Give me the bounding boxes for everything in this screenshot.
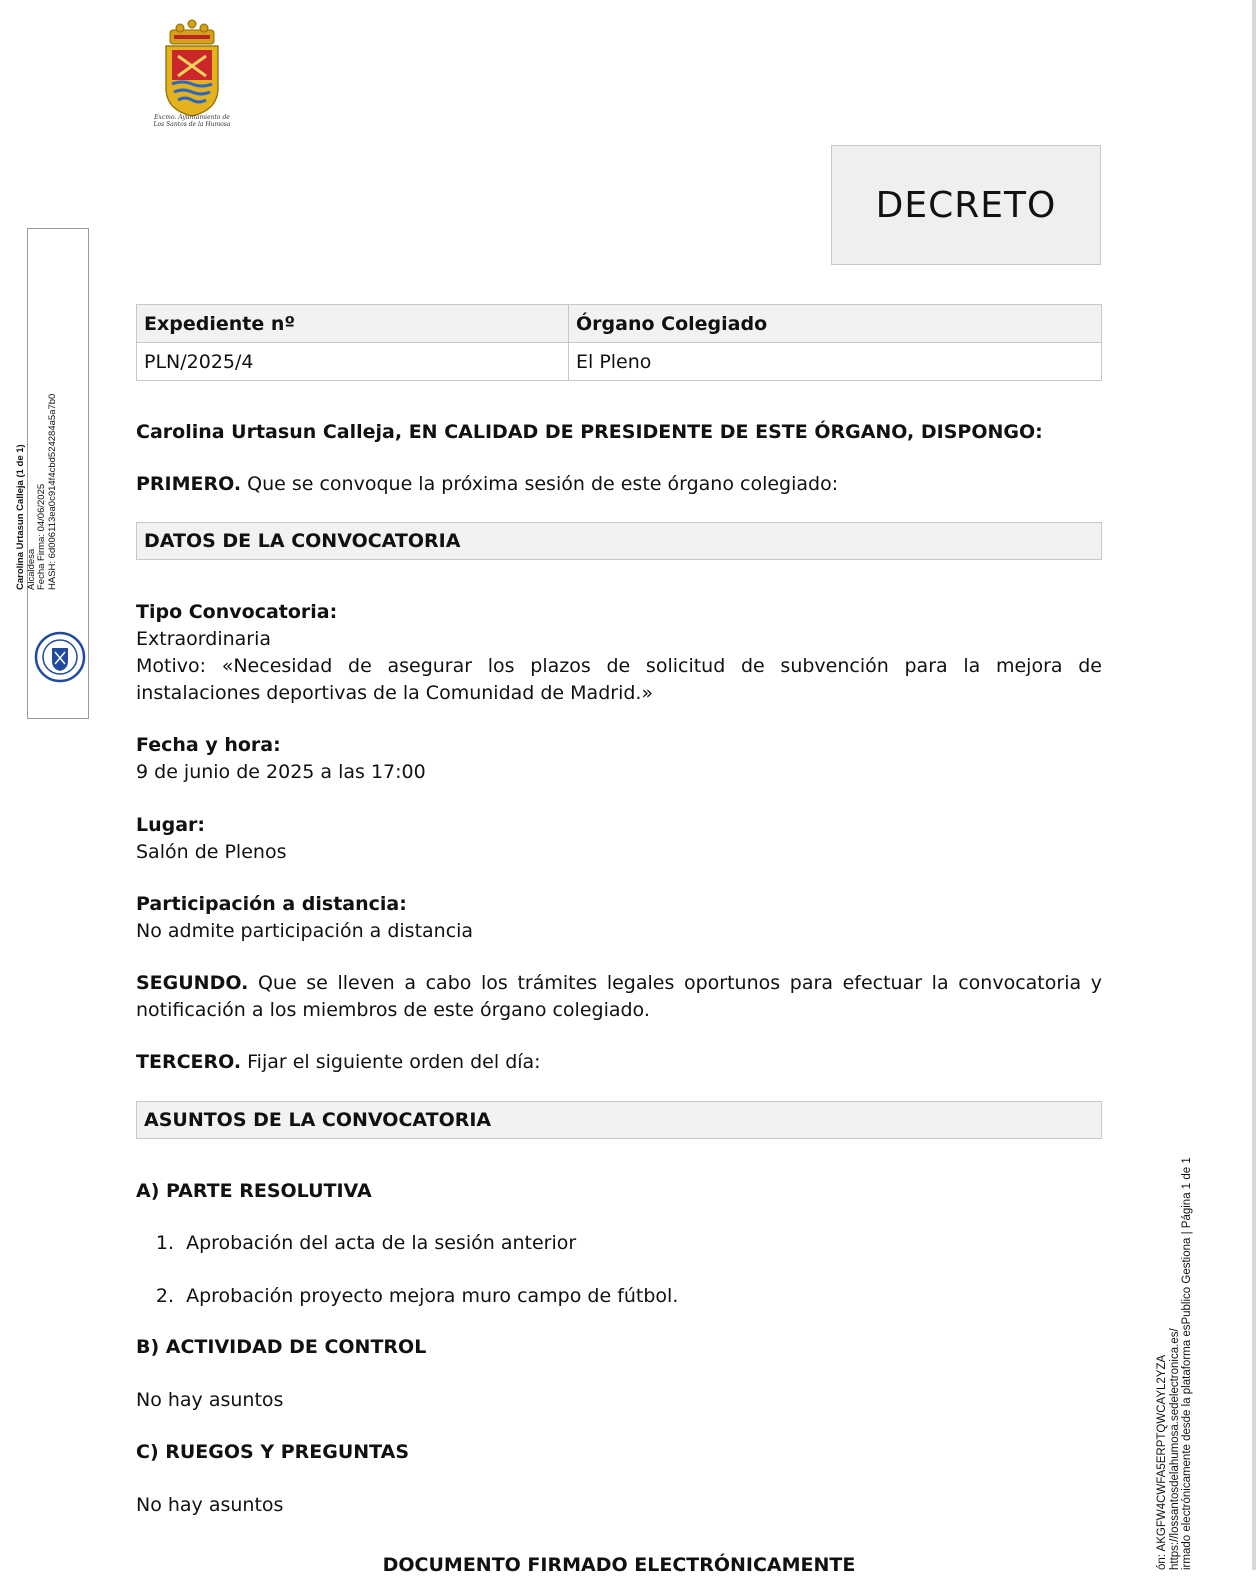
verification-url: https://lossantosdelahumosa.sedelectronica.es/ bbox=[1168, 1328, 1181, 1570]
fecha-value: 9 de junio de 2025 a las 17:00 bbox=[136, 761, 426, 783]
tipo-value: Extraordinaria bbox=[136, 628, 272, 650]
list-item bbox=[136, 1230, 1102, 1257]
expediente-table bbox=[136, 304, 1102, 381]
segundo-label: SEGUNDO. bbox=[136, 972, 249, 994]
list-item-number: 2. bbox=[155, 1285, 174, 1307]
parte-c-text: No hay asuntos bbox=[136, 1494, 284, 1516]
lugar-value: Salón de Plenos bbox=[136, 841, 287, 863]
segundo-text: Que se lleven a cabo los trámites legales oportunos para efectuar la convocatoria y notificación a los miembros de este órgano colegiado. bbox=[136, 972, 1102, 1021]
verification-text bbox=[1156, 1100, 1194, 1570]
parte-b-title: B) ACTIVIDAD DE CONTROL bbox=[136, 1336, 427, 1358]
signer-role: Alcaldesa bbox=[25, 548, 37, 590]
organo-value: El Pleno bbox=[569, 343, 1102, 381]
page-edge bbox=[1252, 0, 1256, 1570]
fecha-section bbox=[136, 732, 1102, 786]
participacion-label: Participación a distancia: bbox=[136, 893, 407, 915]
list-item-text: Aprobación proyecto mejora muro campo de fútbol. bbox=[186, 1285, 679, 1307]
signature-text bbox=[16, 350, 58, 590]
signer-name: Carolina Urtasun Calleja (1 de 1) bbox=[15, 444, 26, 590]
primero-label: PRIMERO. bbox=[136, 473, 242, 495]
list-item-number: 1. bbox=[155, 1232, 174, 1254]
municipal-seal-icon bbox=[34, 631, 86, 683]
organo-header: Órgano Colegiado bbox=[569, 305, 1102, 343]
document-title: DECRETO bbox=[831, 145, 1101, 265]
primero-paragraph bbox=[136, 471, 1102, 498]
tercero-label: TERCERO. bbox=[136, 1051, 242, 1073]
parte-c-title: C) RUEGOS Y PREGUNTAS bbox=[136, 1441, 410, 1463]
tipo-label: Tipo Convocatoria: bbox=[136, 601, 338, 623]
logo-caption: Excmo. Ayuntamiento de Los Santos de la Humosa bbox=[153, 114, 231, 128]
verification-platform: irmado electrónicamente desde la plataforma esPublico Gestiona | Página 1 de 1 bbox=[1181, 1157, 1193, 1570]
tercero-text: Fijar el siguiente orden del día: bbox=[241, 1051, 541, 1073]
list-item bbox=[136, 1283, 1102, 1310]
tipo-section bbox=[136, 599, 1102, 707]
parte-b-text: No hay asuntos bbox=[136, 1389, 284, 1411]
lugar-label: Lugar: bbox=[136, 814, 206, 836]
datos-convocatoria-bar: DATOS DE LA CONVOCATORIA bbox=[136, 522, 1102, 560]
signature-date: Fecha Firma: 04/06/2025 bbox=[36, 483, 47, 590]
primero-text: Que se convoque la próxima sesión de este órgano colegiado: bbox=[241, 473, 839, 495]
participacion-section bbox=[136, 891, 1102, 945]
fecha-label: Fecha y hora: bbox=[136, 734, 281, 756]
signature-hash: HASH: 6d006113ea0c914f4cbd524284a5a7b0 bbox=[46, 393, 58, 590]
tercero-paragraph bbox=[136, 1049, 1102, 1076]
motivo-text: Motivo: «Necesidad de asegurar los plazos de solicitud de subvención para la mejora de instalaciones deportivas de la Comunidad de Madrid.» bbox=[136, 655, 1102, 704]
segundo-paragraph bbox=[136, 970, 1102, 1024]
verification-code: ón: AKGFW4CWFA5ERPTQWCAYL2YZA bbox=[1156, 1354, 1168, 1570]
decree-heading: Carolina Urtasun Calleja, EN CALIDAD DE PRESIDENTE DE ESTE ÓRGANO, DISPONGO: bbox=[136, 421, 1043, 443]
list-item-text: Aprobación del acta de la sesión anterior bbox=[186, 1232, 577, 1254]
expediente-value: PLN/2025/4 bbox=[137, 343, 569, 381]
asuntos-convocatoria-bar: ASUNTOS DE LA CONVOCATORIA bbox=[136, 1101, 1102, 1139]
expediente-header: Expediente nº bbox=[137, 305, 569, 343]
parte-a-title: A) PARTE RESOLUTIVA bbox=[136, 1180, 372, 1202]
footer-title: DOCUMENTO FIRMADO ELECTRÓNICAMENTE bbox=[382, 1554, 856, 1576]
participacion-value: No admite participación a distancia bbox=[136, 920, 474, 942]
lugar-section bbox=[136, 812, 1102, 866]
